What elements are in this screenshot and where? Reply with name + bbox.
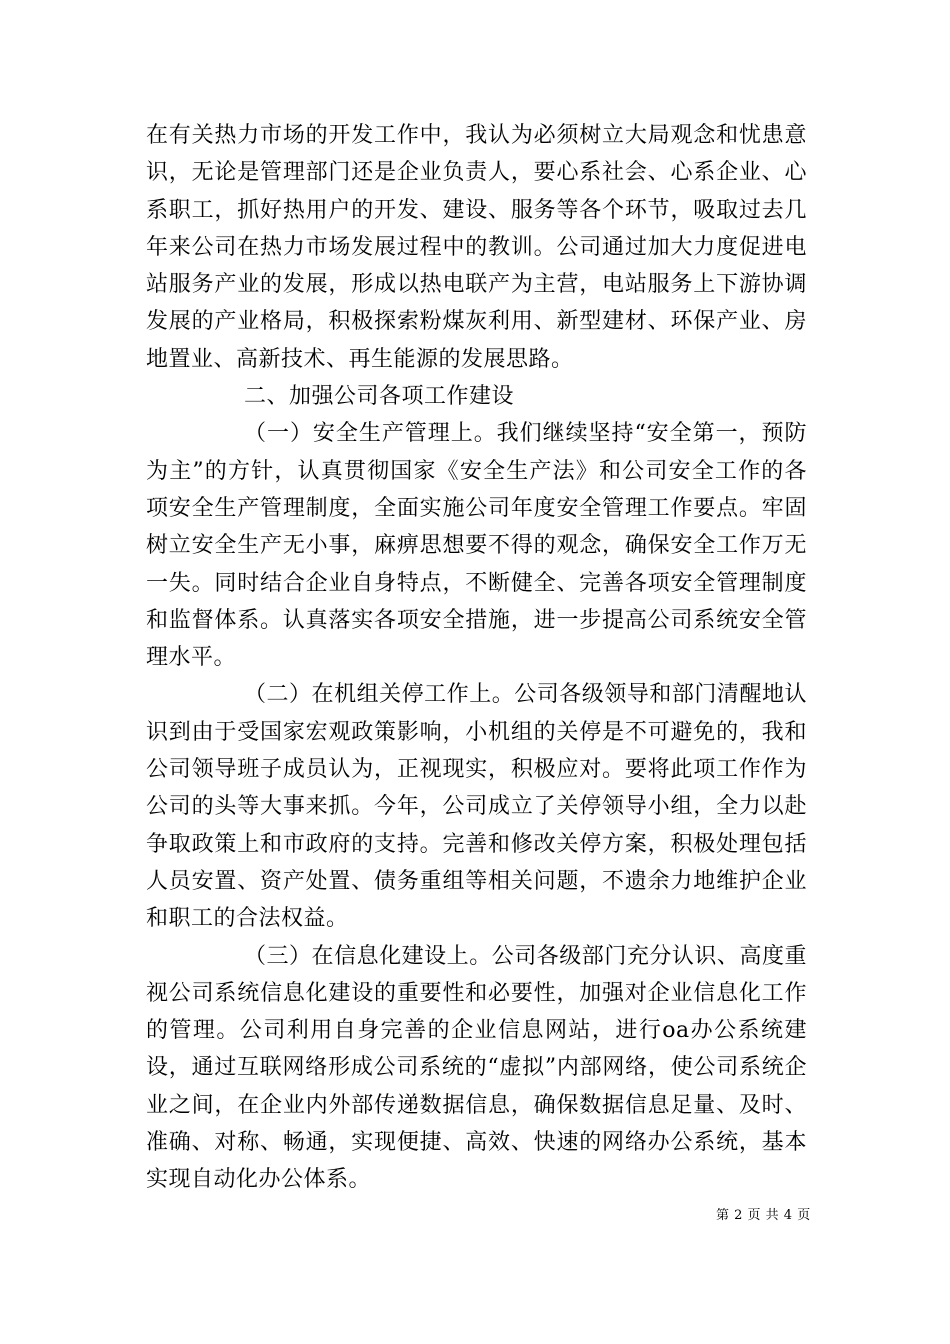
paragraph-safety-production: （一）安全生产管理上。我们继续坚持“安全第一，预防为主”的方针，认真贯彻国家《安全生产法》和公司安全工作的各项安全生产管理制度，全面实施公司年度安全管理工作要点。牢固树立安全生产无小事，麻痹思想要不得的观念，确保安全工作万无一失。同时结合企业自身特点，不断健全、完善各项安全管理制度和监督体系。认真落实各项安全措施，进一步提高公司系统安全管理水平。 [146,421,807,671]
page-number-footer: 第 2 页 共 4 页 [716,1208,811,1223]
section-heading: 二、加强公司各项工作建设 [244,384,515,410]
document-body [146,117,807,1199]
paragraph-unit-shutdown: （二）在机组关停工作上。公司各级领导和部门清醒地认识到由于受国家宏观政策影响，小机组的关停是不可避免的，我和公司领导班子成员认为，正视现实，积极应对。要将此项工作作为公司的头等大事来抓。今年，公司成立了关停领导小组，全力以赴争取政策上和市政府的支持。完善和修改关停方案，积极处理包括人员安置、资产处置、债务重组等相关问题，不遗余力地维护企业和职工的合法权益。 [146,682,807,932]
paragraph-heat-market: 在有关热力市场的开发工作中，我认为必须树立大局观念和忧患意识，无论是管理部门还是企业负责人，要心系社会、心系企业、心系职工，抓好热用户的开发、建设、服务等各个环节，吸取过去几年来公司在热力市场发展过程中的教训。公司通过加大力度促进电站服务产业的发展，形成以热电联产为主营，电站服务上下游协调发展的产业格局，积极探索粉煤灰利用、新型建材、环保产业、房地置业、高新技术、再生能源的发展思路。 [146,123,807,372]
paragraph-informatization: （三）在信息化建设上。公司各级部门充分认识、高度重视公司系统信息化建设的重要性和必要性，加强对企业信息化工作的管理。公司利用自身完善的企业信息网站，进行oa办公系统建设，通过互联网络形成公司系统的“虚拟”内部网络，使公司系统企业之间，在企业内外部传递数据信息，确保数据信息足量、及时、准确、对称、畅通，实现便捷、高效、快速的网络办公系统，基本实现自动化办公体系。 [146,943,807,1193]
